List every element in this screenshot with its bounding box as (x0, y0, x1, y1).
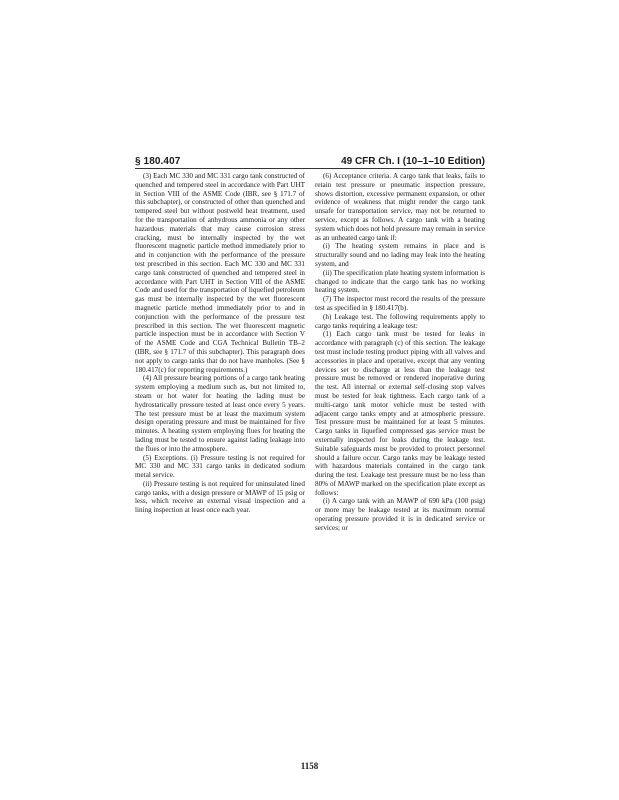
right-column (315, 172, 485, 752)
paragraph: (ii) The specification plate heating system information is changed to indicate that the cargo tank has no working heating system. (315, 268, 485, 295)
paragraph: (h) Leakage test. The following requirements apply to cargo tanks requiring a leakage test: (315, 312, 485, 330)
header-rule (135, 168, 485, 169)
paragraph: (i) A cargo tank with an MAWP of 690 kPa (100 psig) or more may be leakage tested at its maximum normal operating pressure provided it is in dedicated service or services; or (315, 497, 485, 532)
paragraph: (6) Acceptance criteria. A cargo tank that leaks, fails to retain test pressure or pneumatic inspection pressure, shows distortion, excessive permanent expansion, or other evidence of weakness that might render the cargo tank unsafe for transportation service, may not be returned to service, except as follows. A cargo tank with a heating system which does not hold pressure may remain in service as an unheated cargo tank if: (315, 172, 485, 242)
paragraph: (i) The heating system remains in place and is structurally sound and no lading may leak into the heating system, and (315, 242, 485, 268)
paragraph: (5) Exceptions. (i) Pressure testing is not required for MC 330 and MC 331 cargo tanks in dedicated sodium metal service. (135, 453, 305, 480)
running-header-title: 49 CFR Ch. I (10–1–10 Edition) (341, 156, 485, 167)
left-column (135, 172, 305, 752)
paragraph: (ii) Pressure testing is not required for uninsulated lined cargo tanks, with a design pressure or MAWP of 15 psig or less, which receive an external visual inspection and a lining inspection at least once each year. (135, 479, 305, 515)
paragraph: (4) All pressure bearing portions of a cargo tank heating system employing a medium such as, but not limited to, steam or hot water for heating the lading must be hydrostatically pressure tested at least once every 5 years. The test pressure must be at least the maximum system design operating pressure and must be maintained for five minutes. A heating system employing flues for heating the lading must be tested to ensure against lading leakage into the flues or into the atmosphere. (135, 374, 305, 453)
paragraph: (1) Each cargo tank must be tested for leaks in accordance with paragraph (c) of this section. The leakage test must include testing product piping with all valves and accessories in place and operative, except that any venting devices set to discharge at less than the leakage test pressure must be removed or rendered inoperative during the test. All internal or external self-closing stop valves must be tested for leak tightness. Each cargo tank of a multi-cargo tank motor vehicle must be tested with adjacent cargo tanks empty and at atmospheric pressure. Test pressure must be maintained for at least 5 minutes. Cargo tanks in liquefied compressed gas service must be externally inspected for leaks during the leakage test. Suitable safeguards must be provided to protect personnel should a failure occur. Cargo tanks may be leakage tested with hazardous materials contained in the cargo tank during the test. Leakage test pressure must be no less than 80% of MAWP marked on the specification plate except as follows: (315, 330, 485, 497)
page-number: 1158 (300, 761, 319, 771)
paragraph: (3) Each MC 330 and MC 331 cargo tank constructed of quenched and tempered steel in accordance with Part UHT in Section VIII of the ASME Code (IBR, see § 171.7 of this subchapter), or constructed of other than quenched and tempered steel but without postweld heat treatment, used for the transportation of anhydrous ammonia or any other hazardous materials that may cause corrosion stress cracking, must be internally inspected by the wet fluorescent magnetic particle method immediately prior to and in conjunction with the performance of the pressure test prescribed in this section. Each MC 330 and MC 331 cargo tank constructed of quenched and tempered steel in accordance with Part UHT in Section VIII of the ASME Code and used for the transportation of liquefied petroleum gas must be internally inspected by the wet fluorescent magnetic particle method immediately prior to and in conjunction with the performance of the pressure test prescribed in this section. The wet fluorescent magnetic particle inspection must be in accordance with Section V of the ASME Code and CGA Technical Bulletin TB–2 (IBR, see § 171.7 of this subchapter). This paragraph does not apply to cargo tanks that do not have manholes. (See § 180.417(c) for reporting requirements.) (135, 172, 305, 374)
paragraph: (7) The inspector must record the results of the pressure test as specified in § 180.417(b). (315, 295, 485, 312)
section-number: § 180.407 (135, 156, 181, 167)
